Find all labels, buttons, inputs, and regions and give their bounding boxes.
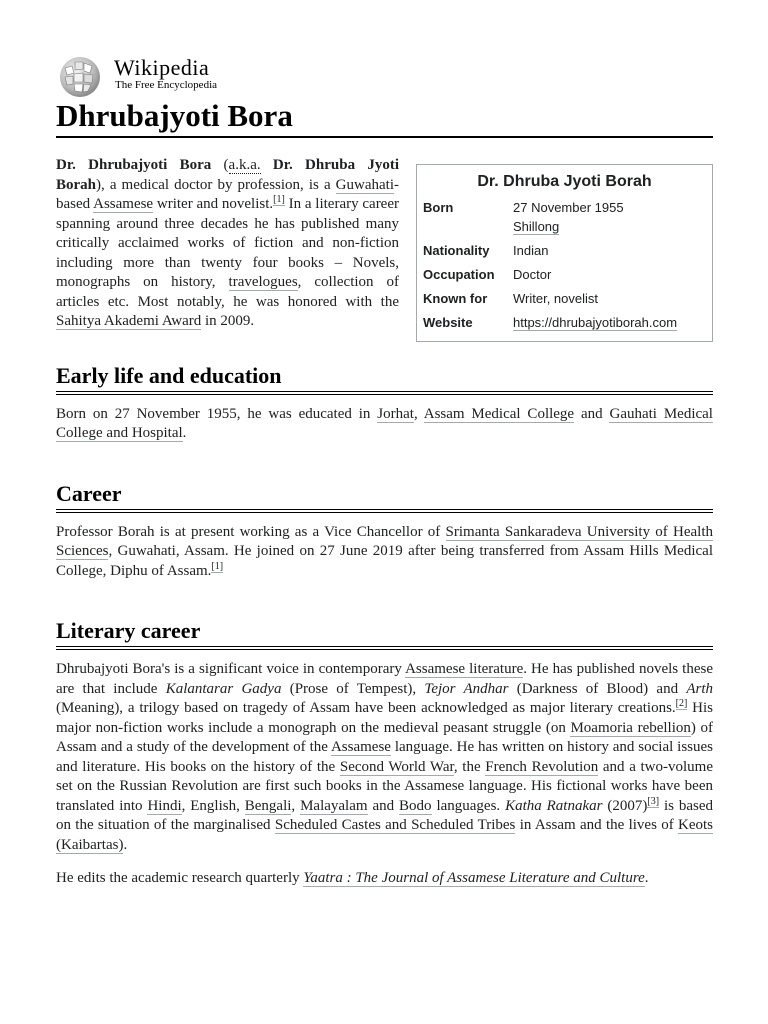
text: , — [291, 797, 301, 814]
reference[interactable] — [647, 796, 659, 808]
ref-link[interactable]: [3] — [647, 795, 660, 807]
alt-name: Dr. Dhruba Jyoti Borah — [56, 157, 400, 193]
heading-early-life: Early life and education — [56, 362, 713, 395]
wordmark-title: Wikipedia — [114, 55, 210, 80]
text: . He has published novels these are that include — [56, 661, 713, 697]
text: Professor Borah is at present working as a Vice Chancellor of — [56, 523, 446, 540]
text: . — [182, 425, 187, 441]
reference[interactable] — [676, 698, 688, 710]
link-assamese[interactable]: Assamese — [93, 196, 154, 212]
aka-abbreviation: a.k.a. — [228, 157, 261, 173]
journal-title: Yaatra : The Journal of Assamese Literature and Culture — [303, 870, 645, 886]
link-bodo[interactable]: Bodo — [399, 797, 432, 814]
infobox-value — [513, 313, 706, 332]
link-assam-medical-college[interactable]: Assam Medical College — [423, 405, 575, 422]
infobox-label: Nationality — [423, 243, 490, 258]
infobox-value: Doctor — [513, 267, 552, 282]
infobox-label: Occupation — [423, 267, 495, 282]
wikipedia-wordmark[interactable] — [56, 54, 356, 98]
link-travelogues[interactable]: travelogues — [228, 274, 298, 290]
text: languages. — [431, 797, 506, 814]
infobox-row-nationality — [417, 241, 712, 260]
article-body — [56, 156, 713, 903]
link-french-revolution[interactable]: French Revolution — [485, 758, 599, 775]
ref-link[interactable]: [1] — [211, 560, 224, 572]
link-scheduled-castes-tribes[interactable]: Scheduled Castes and Scheduled Tribes — [274, 817, 516, 833]
wordmark-subtitle: The Free Encyclopedia — [115, 79, 218, 91]
text: , the — [453, 758, 486, 775]
link-ssuhs[interactable]: Srimanta Sankaradeva University of Health Sciences — [56, 523, 713, 559]
early-life-paragraph — [56, 405, 713, 444]
infobox-label: Born — [423, 200, 454, 215]
link-malayalam[interactable]: Malayalam — [300, 797, 368, 814]
infobox — [416, 164, 713, 342]
work-title: Kalantarar Gadya — [165, 680, 282, 697]
link-hindi[interactable]: Hindi — [147, 797, 182, 814]
reference[interactable] — [211, 561, 223, 573]
literary-paragraph — [56, 660, 713, 855]
text: ( — [211, 157, 229, 173]
text: . — [644, 870, 649, 886]
birthplace-link[interactable]: Shillong — [513, 219, 560, 234]
work-title: Tejor Andhar — [424, 680, 509, 697]
text: writer and novelist. — [153, 196, 274, 212]
subject-name: Dr. Dhrubajyoti Bora — [56, 157, 212, 173]
text: Dhrubajyoti Bora's is a significant voice in contemporary — [56, 661, 406, 677]
text: and — [574, 405, 610, 422]
link-sahitya-akademi-award[interactable]: Sahitya Akademi Award — [56, 313, 202, 329]
career-paragraph — [56, 523, 713, 582]
heading-literary-career: Literary career — [56, 617, 713, 650]
text: , collection of articles etc. Most notably, he was honored with the — [56, 274, 400, 310]
wikipedia-globe-icon — [56, 54, 104, 98]
ref-link[interactable]: [2] — [675, 698, 688, 709]
text: language. He has written on history and social issues and literature. His books on the history of the — [56, 739, 713, 775]
infobox-row-known-for — [417, 289, 712, 308]
text: (Meaning), a trilogy based on tragedy of Assam have been acknowledged as major literary creations. — [56, 700, 676, 716]
text: He edits the academic research quarterly — [56, 870, 304, 886]
journal-paragraph — [56, 869, 713, 889]
link-assamese-language[interactable]: Assamese — [330, 739, 391, 755]
text: ) of Assam and a study of the development of the — [56, 719, 714, 755]
link-bengali[interactable]: Bengali — [244, 797, 292, 814]
infobox-title: Dr. Dhruba Jyoti Borah — [477, 173, 652, 190]
heading-career: Career — [56, 480, 713, 513]
link-guwahati[interactable]: Guwahati — [335, 176, 394, 193]
link-jorhat[interactable]: Jorhat — [377, 405, 414, 422]
work-title: Katha Ratnakar — [505, 797, 603, 814]
text: Born on 27 November 1955, he was educated in — [56, 405, 378, 422]
infobox-value: Writer, novelist — [513, 291, 599, 306]
infobox-value — [513, 198, 706, 236]
ref-link[interactable]: [1] — [273, 194, 285, 205]
text: in 2009. — [201, 313, 255, 329]
reference[interactable] — [273, 194, 285, 206]
infobox-row-born — [417, 198, 712, 236]
link-gauhati-medical-college[interactable]: Gauhati Medical College and Hospital — [56, 405, 713, 441]
text: in Assam and the lives of — [515, 817, 679, 833]
infobox-row-occupation — [417, 265, 712, 284]
link-keots[interactable]: Keots (Kaibartas) — [56, 817, 714, 853]
text: is based on the situation of the marginalised — [56, 797, 714, 833]
text: , — [413, 405, 424, 422]
text: (Prose of Tempest), — [281, 680, 425, 697]
text: (Darkness of Blood) and — [508, 680, 687, 697]
text: and a two-volume set on the Russian Revolution are first such books in the Assamese language. His fictional works have been translated into — [56, 758, 713, 814]
birth-date: 27 November 1955 — [513, 200, 624, 215]
page-title: Dhrubajyoti Bora — [56, 96, 713, 138]
text: , English, — [181, 797, 245, 814]
text: -based — [56, 176, 399, 212]
infobox-label: Known for — [423, 291, 488, 306]
text: ), a medical doctor by profession, is a — [96, 176, 336, 193]
website-link[interactable]: https://dhrubajyotiborah.com — [513, 315, 678, 330]
link-moamoria-rebellion[interactable]: Moamoria rebellion — [570, 719, 691, 736]
infobox-row-website — [417, 313, 712, 332]
text: and — [367, 797, 400, 814]
text: His major non-fiction works include a monograph on the medieval peasant struggle (on — [56, 700, 713, 736]
link-assamese-literature[interactable]: Assamese literature — [405, 661, 524, 677]
link-yaatra-journal[interactable] — [303, 870, 644, 887]
infobox-value: Indian — [513, 243, 549, 258]
lead-paragraph — [56, 156, 399, 332]
work-title: Arth — [686, 680, 714, 697]
text: (2007) — [602, 797, 648, 814]
infobox-label: Website — [423, 315, 473, 330]
link-second-world-war[interactable]: Second World War — [339, 758, 454, 775]
text: , Guwahati, Assam. He joined on 27 June 2019 after being transferred from Assam Hills Medical College, Diphu of Assam. — [56, 543, 713, 579]
text: . — [123, 836, 128, 853]
text: In a literary career spanning around three decades he has published many critically acclaimed works of fiction and non-fiction including more than twenty four books – Novels, monographs on history, — [56, 196, 399, 290]
